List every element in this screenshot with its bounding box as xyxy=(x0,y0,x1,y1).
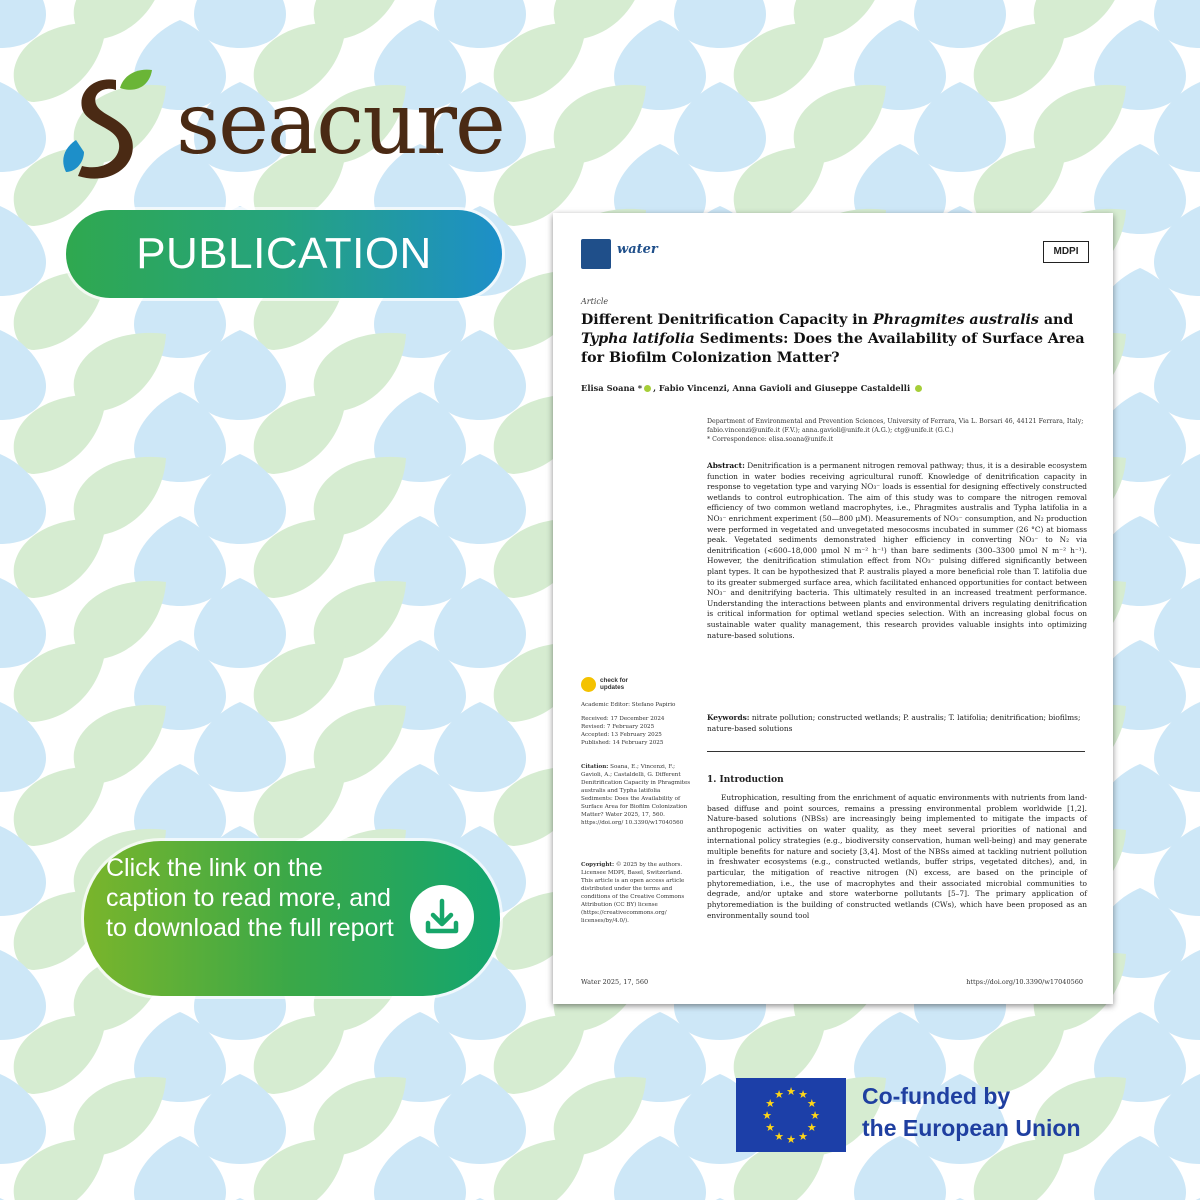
brand-name: seacure xyxy=(176,74,504,174)
paper-page-preview xyxy=(553,213,1113,1004)
eu-flag-icon xyxy=(736,1078,846,1152)
check-for-updates: check for updates xyxy=(581,675,681,695)
svg-text:★: ★ xyxy=(765,1122,776,1134)
svg-text:★: ★ xyxy=(774,1130,784,1143)
footer-journal: Water 2025, 17, 560 xyxy=(581,978,649,986)
seacure-s-mark-icon xyxy=(62,68,154,183)
abstract: Abstract: Denitrification is a permanent nitrogen removal pathway; thus, it is a desirable ecosystem function in water bodies receiving agricultural runoff. Knowledge of denitrification capacity in response to vegetation type and varying NO₃⁻ loads is essential for designing effectively constructed wetlands to control eutrophication. The aim of this study was to compare the nitrogen removal efficiency of two common wetland macrophytes, i.e., Phragmites australis and Typha latifolia in a NO₃⁻ enrichment experiment (50—800 μM). Measurements of NO₃⁻ consumption, and N₂ production were performed in vegetated and unvegetated mesocosms incubated in summer (26 °C) at biomass peak. Vegetated sediments demonstrated higher efficiency in converting NO₃⁻ to N₂ via denitrification (<600–18,000 μmol N m⁻² h⁻¹) than bare sediments (300–3300 μmol N m⁻² h⁻¹). However, the denitrification stimulation effect from NO₃⁻ pulsing differed significantly between plant types. It can be hypothesized that P. australis played a more beneficial role than T. latifolia due to its greater submerged surface area, which facilitated enhanced opportunities for contact between NO₃⁻ and denitrifying bacteria. This ultimately resulted in an increased treatment performance. Understanding the interactions between plants and environmental drivers regulating denitrification is critical information for optimal wetland species selection. With an increasing global focus on sustainable water quality management, this research provides valuable insights into optimizing nature-based solutions. xyxy=(707,461,1087,640)
citation: Citation: Soana, E.; Vincenzi, F.; Gavioli, A.; Castaldelli, G. Different Denitrification Capacity in Phragmites australis and Typha latifolia Sediments: Does the Availability of Surface Area for Biofilm Colonization Matter? Water 2025, 17, 560. https://doi.org/ 10.3390/w17040560 xyxy=(581,764,691,826)
seacure-logo xyxy=(62,68,522,188)
paper-authors: Elisa Soana * , Fabio Vincenzi, Anna Gavioli and Giuseppe Castaldelli xyxy=(581,383,1101,393)
cta-text: Click the link on the caption to read more, and to download the full report xyxy=(106,854,394,942)
svg-text:★: ★ xyxy=(774,1089,784,1102)
journal-name: water xyxy=(617,242,658,257)
affiliation: Department of Environmental and Prevention Sciences, University of Ferrara, Via L. Borsari 46, 44121 Ferrara, Italy; fabio.vincenzi@unife.it (F.V.); anna.gavioli@unife.it (A.G.); ctg@unife.it (G.C.) * Correspondence: elisa.soana@unife.it xyxy=(707,418,1084,443)
svg-text:★: ★ xyxy=(810,1110,820,1122)
footer-doi: https://doi.org/10.3390/w17040560 xyxy=(966,978,1083,986)
intro-text: Eutrophication, resulting from the enrichment of aquatic environments with nutrients from land-based diffuse and point sources, remains a pressing environmental problem worldwide [1,2]. Nature-based solutions (NBSs) are increasingly being implemented to mitigate the impacts of anthropogenic activities on water quality, as they meet several priorities of national and international policy strategies (e.g., biodiversity conservation, human well-being) and may generate multiple benefits for nature and society [3,4]. Most of the NBSs aimed at tackling nutrient pollution in freshwater ecosystems (e.g., constructed wetlands, buffer strips, vegetated ditches), and, in particular, the mitigation of reactive nitrogen (N) excess, are based on the principle of phytoremediation, i.e., the use of macrophytes and their associated microbial communities to degrade, and/or uptake and store waterborne pollutants [5–7]. The primary application of phytoremediation is the building of constructed wetlands (CWs), which have been proposed as an environmentally sound tool xyxy=(707,793,1087,920)
svg-text:★: ★ xyxy=(762,1110,772,1122)
article-type: Article xyxy=(581,297,609,306)
academic-editor: Academic Editor: Stefano Papirio xyxy=(581,702,676,708)
svg-text:★: ★ xyxy=(765,1098,776,1110)
check-updates-icon xyxy=(581,677,596,692)
dates: Received: 17 December 2024 Revised: 7 February 2025 Accepted: 13 February 2025 Published: 14 February 2025 xyxy=(581,716,665,746)
download-cta[interactable] xyxy=(84,841,500,996)
svg-text:★: ★ xyxy=(798,1130,808,1143)
svg-text:★: ★ xyxy=(806,1122,817,1134)
svg-text:★: ★ xyxy=(786,1086,796,1098)
download-icon xyxy=(410,885,474,949)
svg-text:★: ★ xyxy=(806,1098,817,1110)
publication-badge xyxy=(66,210,502,298)
paper-title: Different Denitrification Capacity in Phragmites australis and Typha latifolia Sediments: Does the Availability of Surface Area for Biofilm Colonization Matter? xyxy=(581,312,1085,366)
svg-text:★: ★ xyxy=(798,1089,808,1102)
copyright: Copyright: © 2025 by the authors. Licensee MDPI, Basel, Switzerland. This article is an open access article distributed under the terms and conditions of the Creative Commons Attribution (CC BY) license (https://creativecommons.org/ licenses/by/4.0/). xyxy=(581,862,685,924)
svg-text:★: ★ xyxy=(786,1134,796,1146)
intro-heading: 1. Introduction xyxy=(707,775,784,785)
eu-cofunded-text: Co-funded by the European Union xyxy=(862,1083,1081,1141)
mdpi-logo: MDPI xyxy=(1043,241,1089,263)
orcid-icon xyxy=(644,385,651,392)
divider xyxy=(707,751,1085,752)
download-button[interactable] xyxy=(410,885,474,949)
keywords: Keywords: nitrate pollution; constructed wetlands; P. australis; T. latifolia; denitrification; biofilms; nature-based solutions xyxy=(707,713,1081,733)
water-journal-icon xyxy=(581,239,611,269)
publication-label: PUBLICATION xyxy=(136,229,432,278)
orcid-icon xyxy=(915,385,922,392)
